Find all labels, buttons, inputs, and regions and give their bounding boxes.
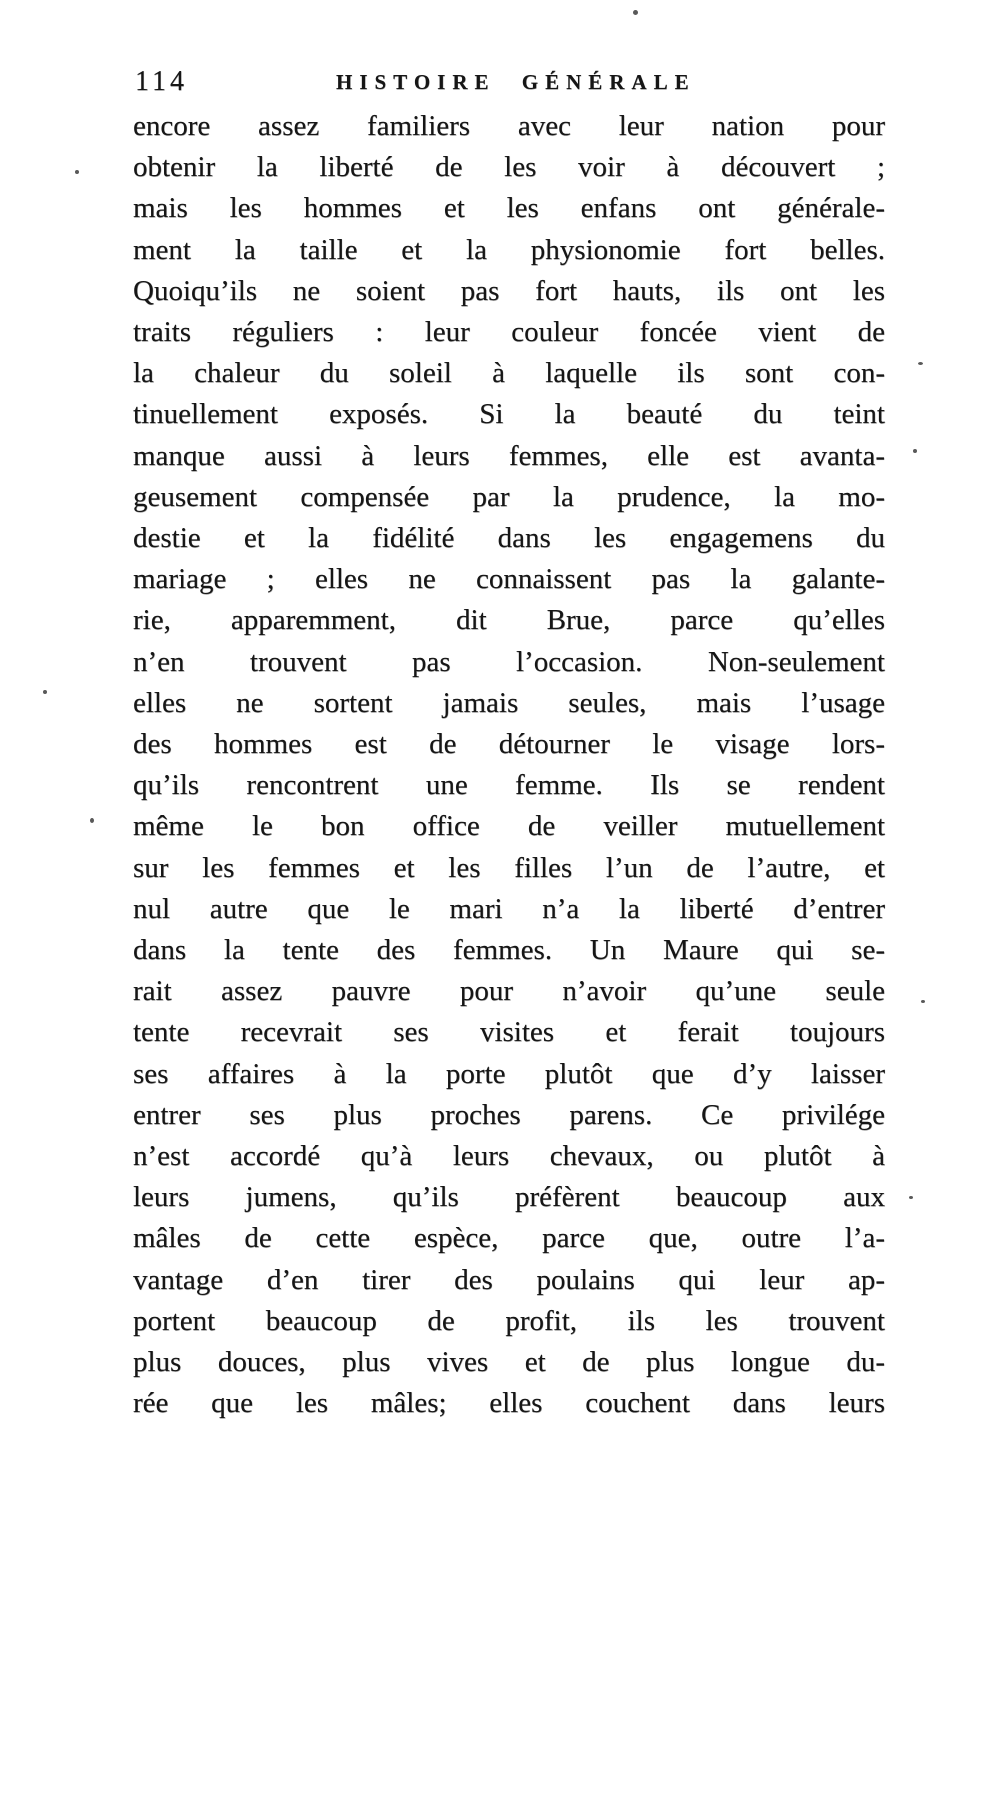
- text-line: des hommes est de détourner le visage lors-: [133, 728, 885, 761]
- scan-speck: [633, 10, 638, 15]
- scan-speck: [90, 818, 94, 823]
- text-line: Quoiqu’ils ne soient pas fort hauts, ils ont les: [133, 274, 885, 307]
- text-line: tinuellement exposés. Si la beauté du teint: [133, 398, 885, 431]
- text-line: obtenir la liberté de les voir à découvert ;: [133, 151, 885, 184]
- text-line: rait assez pauvre pour n’avoir qu’une seule: [133, 975, 885, 1008]
- scan-speck: [75, 170, 79, 174]
- text-line: rée que les mâles; elles couchent dans leurs: [133, 1387, 885, 1420]
- text-line: n’est accordé qu’à leurs chevaux, ou plutôt à: [133, 1140, 885, 1173]
- text-line: qu’ils rencontrent une femme. Ils se rendent: [133, 769, 885, 802]
- scan-speck: [913, 449, 917, 453]
- text-line: ses affaires à la porte plutôt que d’y laisser: [133, 1057, 885, 1090]
- scan-speck: [921, 1000, 925, 1003]
- text-line: geusement compensée par la prudence, la mo-: [133, 480, 885, 513]
- text-line: mais les hommes et les enfans ont générale-: [133, 192, 885, 225]
- text-line: leurs jumens, qu’ils préfèrent beaucoup aux: [133, 1181, 885, 1214]
- text-line: dans la tente des femmes. Un Maure qui se-: [133, 934, 885, 967]
- text-line: elles ne sortent jamais seules, mais l’usage: [133, 686, 885, 719]
- scan-speck: [918, 362, 923, 365]
- running-title: HISTOIRE GÉNÉRALE: [336, 70, 696, 94]
- text-line: sur les femmes et les filles l’un de l’autre, et: [133, 851, 885, 884]
- body-text: [133, 106, 885, 1425]
- page-header: [133, 60, 885, 104]
- text-line: nul autre que le mari n’a la liberté d’entrer: [133, 892, 885, 925]
- text-line: destie et la fidélité dans les engagemens du: [133, 522, 885, 555]
- text-line: entrer ses plus proches parens. Ce privilége: [133, 1098, 885, 1131]
- text-line: mâles de cette espèce, parce que, outre l’a-: [133, 1222, 885, 1255]
- text-line: encore assez familiers avec leur nation pour: [133, 110, 885, 142]
- page-number: 114: [135, 66, 188, 97]
- text-line: plus douces, plus vives et de plus longue du-: [133, 1346, 885, 1379]
- text-line: vantage d’en tirer des poulains qui leur ap-: [133, 1263, 885, 1296]
- text-line: portent beaucoup de profit, ils les trouvent: [133, 1304, 885, 1337]
- text-line: ment la taille et la physionomie fort belles.: [133, 233, 885, 266]
- text-line: manque aussi à leurs femmes, elle est avanta-: [133, 439, 885, 472]
- text-line: n’en trouvent pas l’occasion. Non-seulement: [133, 645, 885, 678]
- text-line: traits réguliers : leur couleur foncée vient de: [133, 316, 885, 349]
- text-line: même le bon office de veiller mutuellement: [133, 810, 885, 843]
- scan-speck: [43, 690, 47, 694]
- text-line: rie, apparemment, dit Brue, parce qu’elles: [133, 604, 885, 637]
- text-line: tente recevrait ses visites et ferait toujours: [133, 1016, 885, 1049]
- text-line: mariage ; elles ne connaissent pas la galante-: [133, 563, 885, 596]
- scan-speck: [909, 1196, 913, 1199]
- text-line: la chaleur du soleil à laquelle ils sont con-: [133, 357, 885, 390]
